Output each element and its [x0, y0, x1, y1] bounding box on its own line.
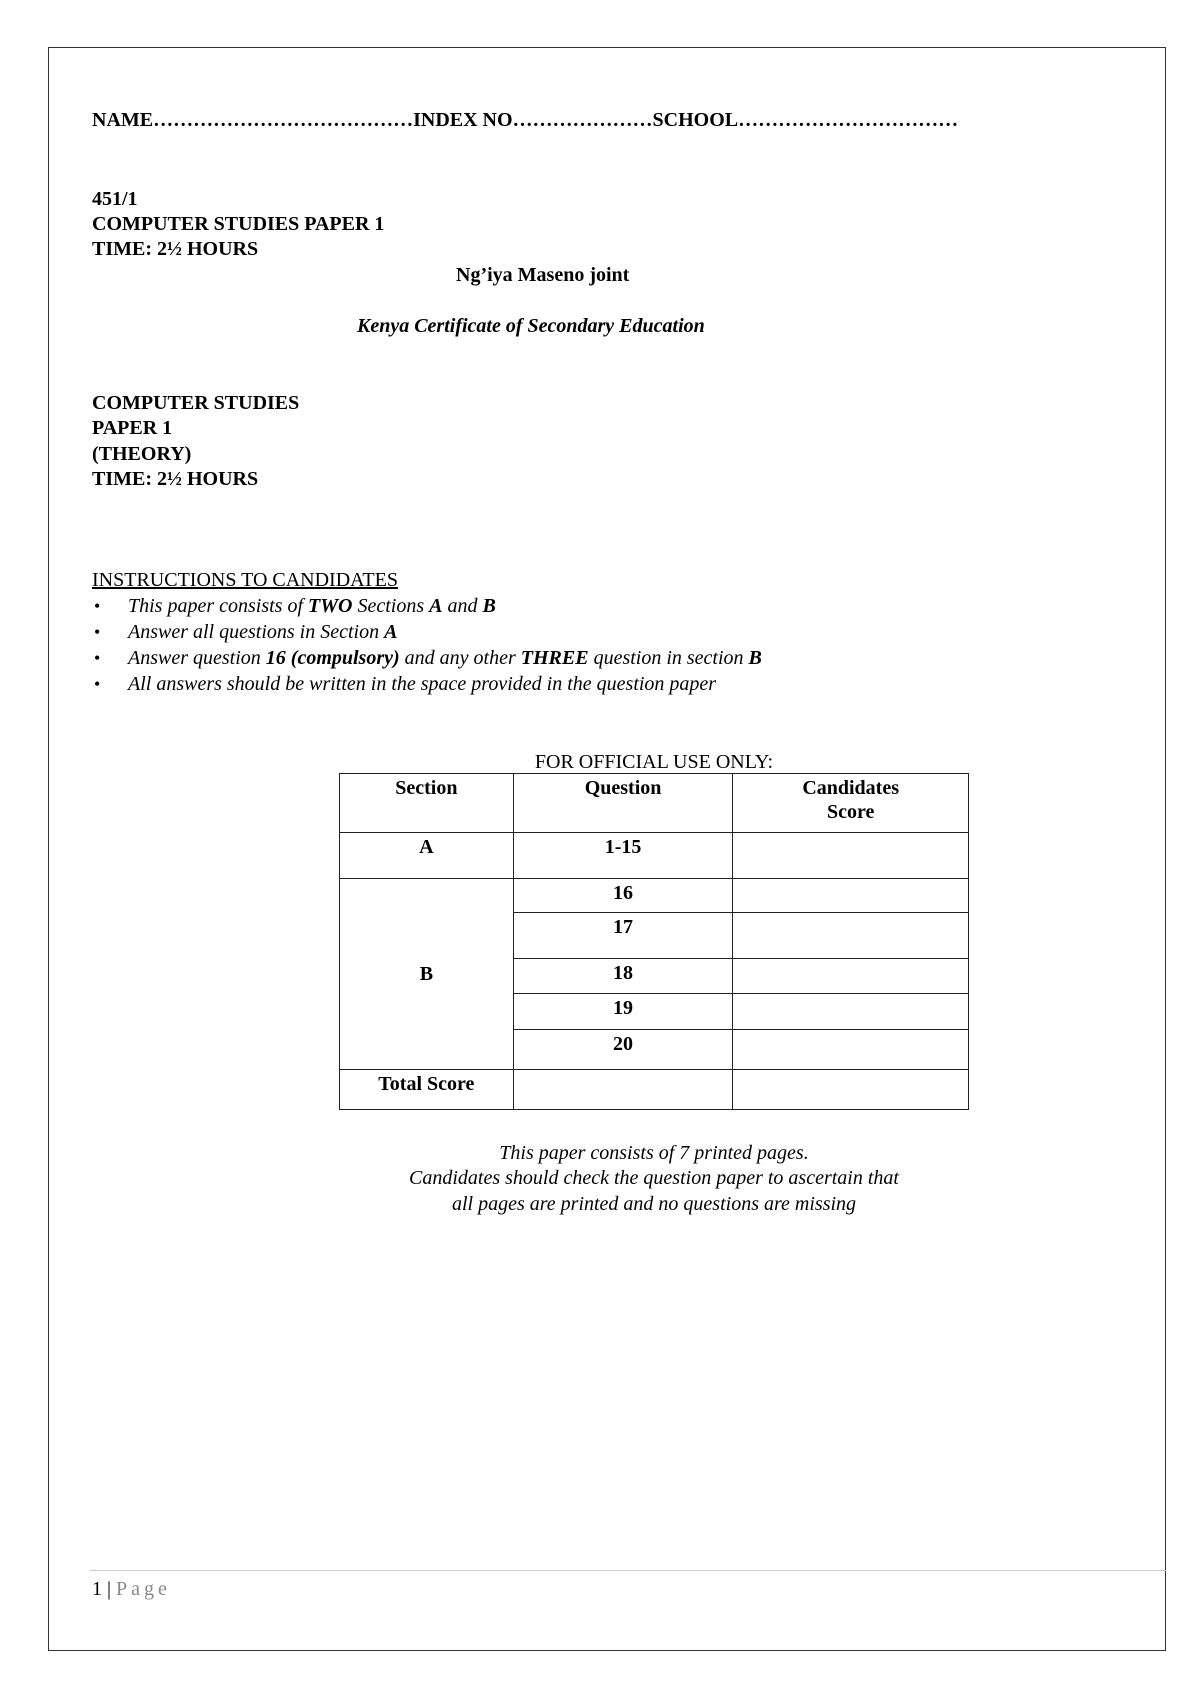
question-cell: 17: [513, 913, 733, 959]
paper-subject: COMPUTER STUDIES: [92, 392, 300, 414]
score-cell[interactable]: [733, 959, 969, 994]
instruction-item: • All answers should be written in the space provided in the question paper: [92, 671, 762, 697]
table-row: [340, 879, 969, 913]
instruction-item: • Answer all questions in Section A: [92, 619, 762, 645]
exam-body: Ng’iya Maseno joint: [456, 264, 630, 286]
page-footer: [92, 1576, 171, 1602]
official-use-table: [339, 773, 969, 1110]
instruction-item: • Answer question 16 (compulsory) and any other THREE question in section B: [92, 645, 762, 671]
section-a-cell: A: [340, 833, 514, 879]
pages-note: This paper consists of 7 printed pages.: [499, 1142, 809, 1164]
question-cell: 19: [513, 994, 733, 1030]
candidate-details-line: NAME…………………………………INDEX NO…………………SCHOOL……………………………: [92, 109, 959, 131]
header-score: Candidates Score: [733, 774, 969, 833]
instructions-list: [92, 593, 762, 697]
missing-note: all pages are printed and no questions are missing: [451, 1193, 857, 1215]
instructions-heading: INSTRUCTIONS TO CANDIDATES: [92, 569, 398, 591]
subject-line: COMPUTER STUDIES PAPER 1: [92, 213, 385, 235]
paper-type: (THEORY): [92, 443, 192, 465]
paper-number: PAPER 1: [92, 417, 173, 439]
score-cell[interactable]: [733, 833, 969, 879]
score-cell[interactable]: [733, 913, 969, 959]
section-b-cell: B: [340, 879, 514, 1070]
table-total-row: [340, 1070, 969, 1110]
paper-code: 451/1: [92, 188, 138, 210]
header-question: Question: [513, 774, 733, 833]
table-header-row: [340, 774, 969, 833]
total-score-cell[interactable]: [733, 1070, 969, 1110]
footer-separator: |: [107, 1578, 112, 1600]
score-cell[interactable]: [733, 1030, 969, 1070]
total-question-cell: [513, 1070, 733, 1110]
paper-time: TIME: 2½ HOURS: [92, 468, 259, 490]
total-score-label: Total Score: [340, 1070, 514, 1110]
page-label: Page: [116, 1578, 171, 1600]
question-cell: 20: [513, 1030, 733, 1070]
score-cell[interactable]: [733, 879, 969, 913]
official-use-title: FOR OFFICIAL USE ONLY:: [534, 751, 774, 773]
table-row: [340, 833, 969, 879]
check-note: Candidates should check the question paper to ascertain that: [409, 1167, 899, 1189]
header-section: Section: [340, 774, 514, 833]
footer-divider: [90, 1570, 1166, 1571]
time-line: TIME: 2½ HOURS: [92, 238, 259, 260]
question-cell: 16: [513, 879, 733, 913]
instruction-item: • This paper consists of TWO Sections A and B: [92, 593, 762, 619]
question-cell: 1-15: [513, 833, 733, 879]
question-cell: 18: [513, 959, 733, 994]
score-cell[interactable]: [733, 994, 969, 1030]
certificate-title: Kenya Certificate of Secondary Education: [357, 315, 705, 337]
page-number: 1: [92, 1578, 102, 1600]
